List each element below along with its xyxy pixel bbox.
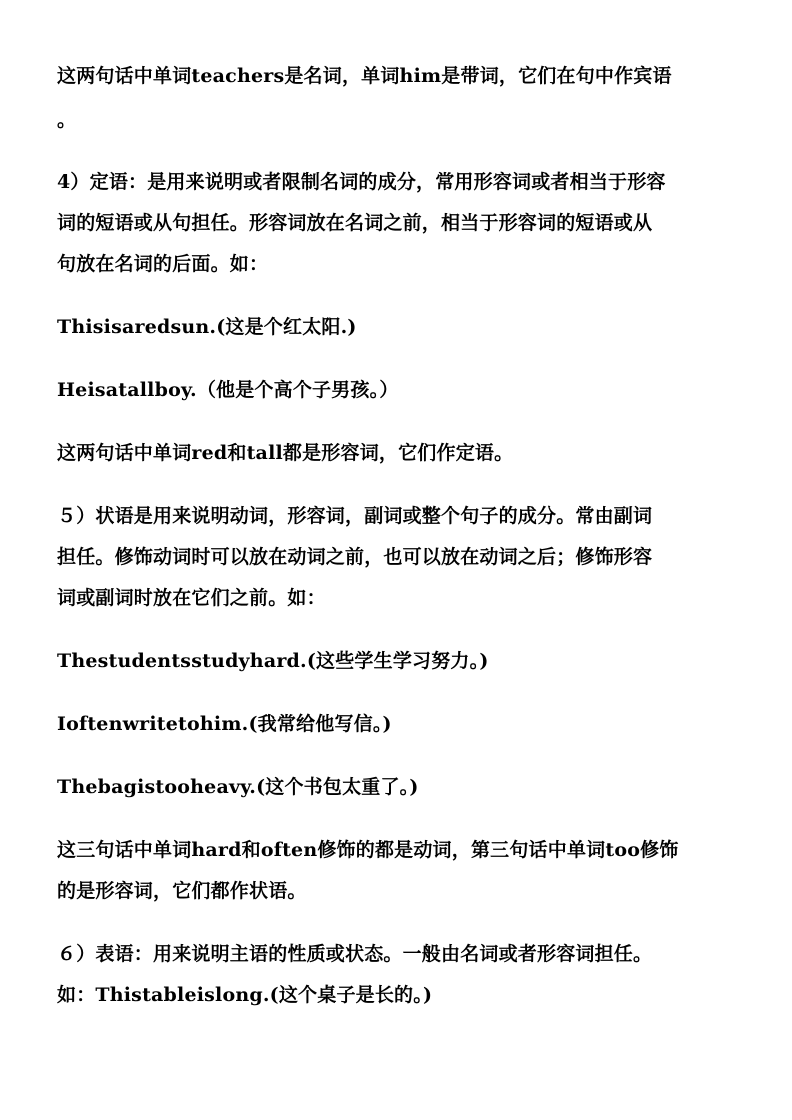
example-red-sun: Thisisaredsun.(这是个红太阳.) [57,316,357,338]
paragraph-adverbial-explanation-line-1: 这三句话中单词hard和often修饰的都是动词，第三句话中单词too修饰 [57,839,679,861]
paragraph-attributive-definition-line-3: 句放在名词的后面。如： [57,253,269,275]
paragraph-object-explanation-line-1: 这两句话中单词teachers是名词，单词him是带词，它们在句中作宾语 [57,65,672,87]
paragraph-attributive-definition-line-1: 4）定语：是用来说明或者限制名词的成分，常用形容词或者相当于形容 [57,171,666,193]
example-write-to-him: Ioftenwritetohim.(我常给他写信。) [57,713,392,735]
paragraph-adverbial-definition-line-1: ５）状语是用来说明动词，形容词，副词或整个句子的成分。常由副词 [57,505,653,527]
paragraph-attributive-definition-line-2: 词的短语或从句担任。形容词放在名词之前，相当于形容词的短语或从 [57,212,653,234]
example-tall-boy: Heisatallboy.（他是个高个子男孩。） [57,379,399,401]
paragraph-adverbial-explanation-line-2: 的是形容词，它们都作状语。 [57,880,307,902]
paragraph-predicative-definition-line-1: ６）表语：用来说明主语的性质或状态。一般由名词或者形容词担任。 [57,943,653,965]
paragraph-adverbial-definition-line-2: 担任。修饰动词时可以放在动词之前，也可以放在动词之后；修饰形容 [57,546,653,568]
paragraph-predicative-definition-line-2: 如：Thistableislong.(这个桌子是长的。) [57,984,433,1006]
paragraph-object-explanation-line-2: 。 [57,109,77,131]
paragraph-adverbial-definition-line-3: 词或副词时放在它们之前。如： [57,587,326,609]
example-study-hard: Thestudentsstudyhard.(这些学生学习努力。) [57,650,489,672]
paragraph-attributive-explanation: 这两句话中单词red和tall都是形容词，它们作定语。 [57,442,514,464]
example-bag-heavy: Thebagistooheavy.(这个书包太重了。) [57,776,419,798]
